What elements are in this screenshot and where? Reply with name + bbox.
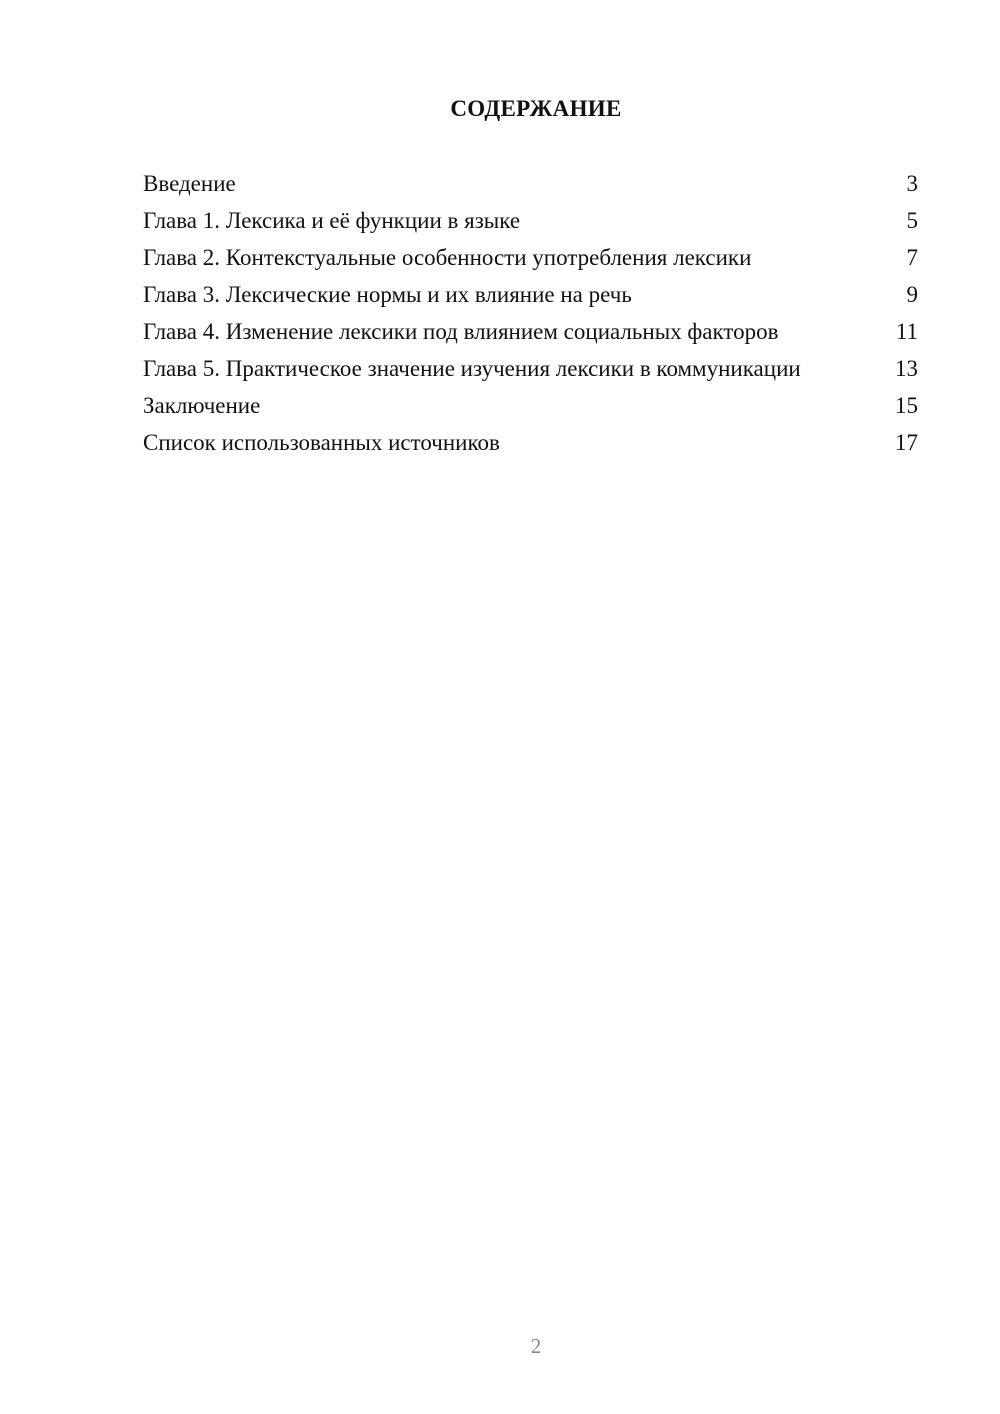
- toc-entry-chapter-4[interactable]: [143, 318, 918, 345]
- toc-entry-page: 13: [895, 356, 918, 381]
- toc-entry-title: Заключение: [143, 393, 261, 418]
- toc-entry-title: Глава 2. Контекстуальные особенности употребления лексики: [143, 245, 752, 270]
- toc-entry-page: 15: [895, 393, 918, 418]
- table-of-contents: [143, 170, 918, 466]
- toc-entry-page: 3: [906, 171, 918, 196]
- toc-entry-chapter-3[interactable]: [143, 281, 918, 308]
- toc-entry-title: Глава 5. Практическое значение изучения лексики в коммуникации: [143, 356, 801, 381]
- toc-entry-page: 7: [906, 245, 918, 270]
- toc-entry-page: 5: [906, 208, 918, 233]
- toc-entry-page: 17: [895, 430, 918, 455]
- page-number: 2: [530, 1334, 542, 1358]
- toc-entry-references[interactable]: [143, 429, 918, 456]
- toc-entry-page: 9: [906, 282, 918, 307]
- toc-entry-introduction[interactable]: [143, 170, 918, 197]
- toc-heading: СОДЕРЖАНИЕ: [450, 96, 622, 121]
- toc-entry-chapter-2[interactable]: [143, 244, 918, 271]
- toc-entry-chapter-1[interactable]: [143, 207, 918, 234]
- toc-entry-page: 11: [895, 319, 918, 344]
- toc-entry-chapter-5[interactable]: [143, 355, 918, 382]
- toc-entry-conclusion[interactable]: [143, 392, 918, 419]
- toc-entry-title: Глава 1. Лексика и её функции в языке: [143, 208, 521, 233]
- toc-entry-title: Список использованных источников: [143, 430, 500, 455]
- toc-entry-title: Введение: [143, 171, 236, 196]
- toc-entry-title: Глава 4. Изменение лексики под влиянием социальных факторов: [143, 319, 779, 344]
- toc-entry-title: Глава 3. Лексические нормы и их влияние на речь: [143, 282, 632, 307]
